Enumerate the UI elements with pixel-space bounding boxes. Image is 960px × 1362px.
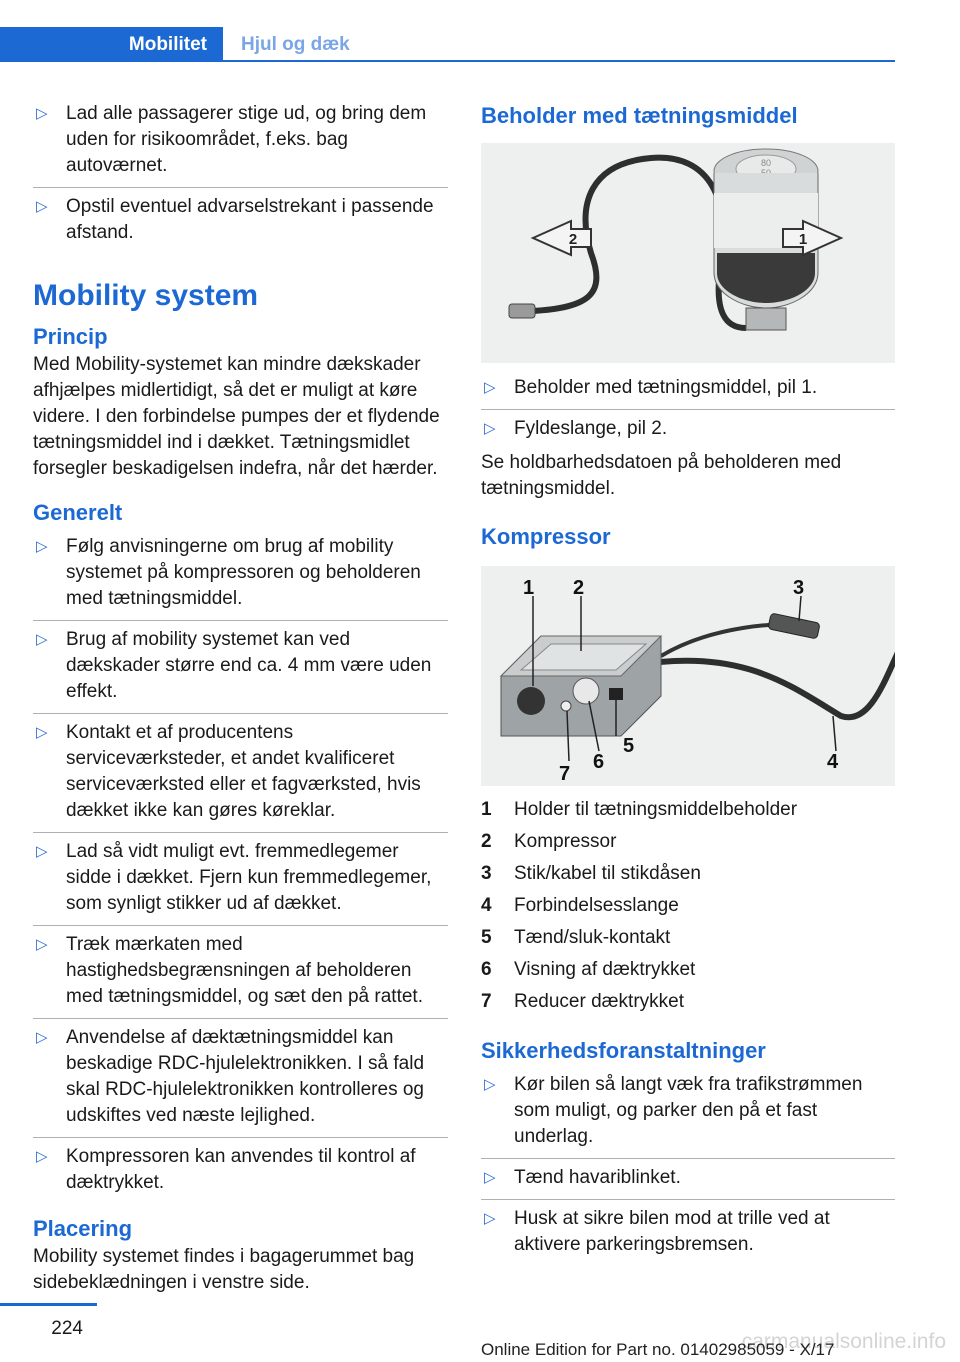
bullet-triangle-icon: ▷ [36,1029,48,1046]
sealant-holder [517,687,545,715]
list-item: ▷ Kompressoren kan anvendes til kontrol af dæktrykket. [36,1146,416,1193]
right-column [481,95,895,1266]
section-title: Mobility system [33,279,259,312]
connection-hose [631,646,895,717]
bullet-triangle-icon: ▷ [36,724,48,741]
list-item: 7 Reducer dæktrykket [481,991,685,1012]
tab-hjul-og-daek[interactable]: Hjul og dæk [241,34,350,55]
callout-2-label: 2 [573,577,585,599]
callout-6-label: 6 [593,751,605,773]
generelt-heading: Generelt [33,500,123,525]
edition-text: Online Edition for Part no. 01402985059 - X/17 [481,1340,835,1359]
footer-rule [0,1303,97,1306]
hose-connector [509,304,535,318]
bullet-triangle-icon: ▷ [36,843,48,860]
arrow-1-label: 1 [798,231,808,248]
callout-5-label: 5 [623,735,635,757]
compressor-parts-list [481,794,895,1018]
list-item: ▷ Kør bilen så langt væk fra trafikstrømmen som muligt, og parker den på et fast underlag. [481,1066,895,1159]
list-item: ▷ Lad alle passagerer stige ud, og bring dem uden for risikoområdet, f.eks. bag autoværnet. [33,95,448,188]
callout-4-label: 4 [827,751,839,773]
compressor-heading: Kompressor [481,524,611,549]
list-item: ▷ Kontakt et af producentens serviceværksteder, et andet kvalificeret serviceværksted eller et fagværksted, hvis dækket ikke kan gøres køreklar. [33,714,448,833]
arrow-2-icon [533,221,591,255]
princip-heading: Princip [33,324,108,349]
list-item: 4 Forbindelsesslange [481,895,679,916]
list-item: 1 Holder til tætningsmiddelbeholder [481,799,798,820]
pressure-gauge [573,678,599,704]
container-heading: Beholder med tætningsmiddel [481,103,798,128]
page-number: 224 [51,1318,83,1339]
power-plug [768,613,820,639]
list-item: ▷ Opstil eventuel advarselstrekant i passende afstand. [36,196,434,243]
bullet-triangle-icon: ▷ [36,538,48,555]
list-item: ▷ Fyldeslange, pil 2. [481,410,895,450]
left-column [33,95,448,1296]
safety-heading: Sikkerhedsforanstaltninger [481,1038,766,1063]
bullet-triangle-icon: ▷ [484,1076,496,1093]
generelt-bullet-list [33,528,448,1204]
container-bullet-list [481,369,895,450]
princip-text: Med Mobility-systemet kan mindre dækskader afhjælpes midlertidigt, så det er muligt at køre videre. I den forbindelse pumpes der et flydende tætningsmiddel ind i dækket. Tætningsmidlet forsegler beskadigelsen indefra, når det hærder. [33,354,440,479]
callout-1-label: 1 [523,577,535,599]
bullet-triangle-icon: ▷ [484,420,496,437]
list-item: ▷ Brug af mobility systemet kan ved dækskader større end ca. 4 mm være uden effekt. [33,621,448,714]
bullet-triangle-icon: ▷ [36,631,48,648]
list-item: ▷ Tænd havariblinket. [481,1159,895,1200]
list-item: ▷ Træk mærkaten med hastighedsbegrænsningen af beholderen med tætningsmiddel, og sæt den på rattet. [33,926,448,1019]
list-item: 5 Tænd/sluk-kontakt [481,927,671,948]
bullet-triangle-icon: ▷ [484,1210,496,1227]
chapter-header [0,27,895,62]
bullet-triangle-icon: ▷ [484,1169,496,1186]
list-item: ▷ Lad så vidt muligt evt. fremmedlegemer sidde i dækket. Fjern kun fremmedlegemer, som synligt stikker ud af dækket. [33,833,448,926]
header-rule [0,60,895,62]
bottle-valve [746,308,786,330]
list-item: 2 Kompressor [481,831,617,852]
list-item: ▷ Husk at sikre bilen mod at trille ved at aktivere parkeringsbremsen. [484,1208,830,1255]
safety-bullet-list [481,1066,895,1266]
reduce-pressure-button [561,701,571,711]
compressor-svg [481,566,895,786]
callout-7-label: 7 [559,763,571,785]
bullet-triangle-icon: ▷ [36,198,48,215]
container-note: Se holdbarhedsdatoen på beholderen med tætningsmiddel. [481,452,842,499]
tab-mobilitet[interactable]: Mobilitet [0,27,223,62]
list-item: ▷ Anvendelse af dæktætningsmiddel kan beskadige RDC-hjulelektronikken. I så fald skal RDC-hjulelektronikken kontrolleres og udskiftes ved næste lejlighed. [33,1019,448,1138]
bullet-triangle-icon: ▷ [36,105,48,122]
cap-label-1: 80 [760,158,772,168]
list-item: 6 Visning af dæktrykket [481,959,696,980]
container-illustration [481,143,895,363]
callout-3-label: 3 [793,577,805,599]
bullet-triangle-icon: ▷ [484,379,496,396]
placering-text: Mobility systemet findes i bagagerummet bag sidebeklædningen i venstre side. [33,1246,415,1293]
placering-heading: Placering [33,1216,133,1241]
bullet-triangle-icon: ▷ [36,1148,48,1165]
list-item: 3 Stik/kabel til stikdåsen [481,863,701,884]
list-item: ▷ Følg anvisningerne om brug af mobility systemet på kompressoren og beholderen med tætningsmiddel. [33,528,448,621]
callout-4-line [833,716,836,751]
callout-3-line [799,596,801,621]
bullet-triangle-icon: ▷ [36,936,48,953]
intro-bullet-list [33,95,448,254]
sealant-bottle-svg [481,143,895,363]
list-item: ▷ Beholder med tætningsmiddel, pil 1. [481,369,895,410]
watermark: carmanualsonline.info [741,1330,946,1353]
compressor-illustration [481,566,895,786]
arrow-2-label: 2 [568,231,578,248]
